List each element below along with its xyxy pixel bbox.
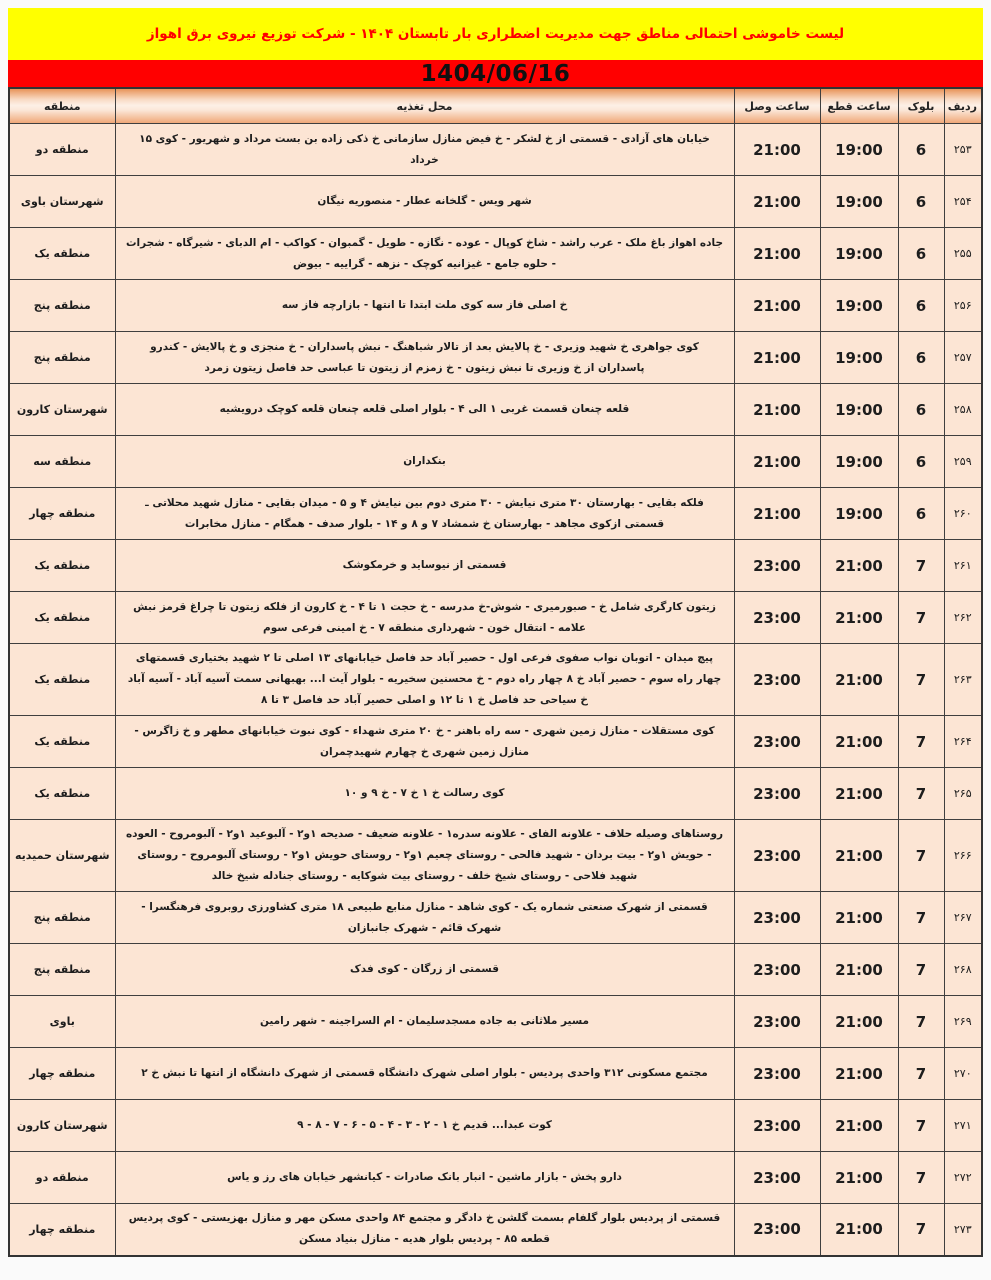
cell-row-number: ۲۶۴ (944, 716, 982, 768)
cell-feeding-location: فلکه بقایی - بهارستان ۳۰ متری نیایش - ۳۰ متری دوم بین نیایش ۴ و ۵ - میدان بقایی - منازل شهید محلاتی ـ قسمتی ازکوی مجاهد - بهارستان خ شمشاد ۷ و ۸ و ۱۴ - بلوار صدف - همگام - منازل مخابرات (115, 488, 734, 540)
cell-cut-time: 21:00 (820, 1204, 898, 1256)
cell-restore-time: 23:00 (734, 540, 820, 592)
table-row (9, 944, 982, 996)
cell-block: 7 (898, 1048, 944, 1100)
cell-block: 7 (898, 892, 944, 944)
cell-row-number: ۲۷۳ (944, 1204, 982, 1256)
cell-feeding-location: قسمتی از نیوساید و خرمکوشک (115, 540, 734, 592)
page-title: لیست خاموشی احتمالی مناطق جهت مدیریت اضطراری بار تابستان ۱۴۰۴ - شرکت توزیع نیروی برق اهواز (146, 26, 845, 42)
cell-region: منطقه یک (9, 768, 115, 820)
cell-block: 6 (898, 488, 944, 540)
cell-block: 6 (898, 384, 944, 436)
cell-cut-time: 21:00 (820, 1100, 898, 1152)
cell-region: منطقه سه (9, 436, 115, 488)
cell-block: 7 (898, 1204, 944, 1256)
table-row (9, 176, 982, 228)
cell-restore-time: 23:00 (734, 820, 820, 892)
table-row (9, 768, 982, 820)
cell-feeding-location: مجتمع مسکونی ۳۱۲ واحدی پردیس - بلوار اصلی شهرک دانشگاه قسمتی از شهرک دانشگاه از انتها تا نبش خ ۲ (115, 1048, 734, 1100)
cell-row-number: ۲۵۳ (944, 124, 982, 176)
cell-row-number: ۲۶۶ (944, 820, 982, 892)
cell-region: منطقه دو (9, 1152, 115, 1204)
cell-region: منطقه یک (9, 228, 115, 280)
cell-cut-time: 21:00 (820, 892, 898, 944)
title-banner (8, 8, 983, 60)
cell-block: 7 (898, 996, 944, 1048)
cell-restore-time: 21:00 (734, 436, 820, 488)
header-feeding-location: محل تغذیه (115, 88, 734, 124)
cell-region: منطقه یک (9, 592, 115, 644)
header-block: بلوک (898, 88, 944, 124)
cell-restore-time: 23:00 (734, 1048, 820, 1100)
cell-restore-time: 21:00 (734, 384, 820, 436)
cell-region: منطقه یک (9, 540, 115, 592)
cell-feeding-location: زیتون کارگری شامل خ - صبورمیری - شوش-خ مدرسه - خ حجت ۱ تا ۴ - خ کارون از فلکه زیتون تا چراغ قرمز نبش علامه - انتقال خون - شهرداری منطقه ۷ - خ امینی فرعی سوم (115, 592, 734, 644)
cell-row-number: ۲۵۷ (944, 332, 982, 384)
cell-restore-time: 23:00 (734, 1204, 820, 1256)
table-row (9, 644, 982, 716)
cell-restore-time: 23:00 (734, 996, 820, 1048)
cell-region: منطقه یک (9, 716, 115, 768)
table-row (9, 1100, 982, 1152)
table-header-row (9, 88, 982, 124)
cell-block: 7 (898, 716, 944, 768)
cell-row-number: ۲۷۱ (944, 1100, 982, 1152)
cell-feeding-location: خیابان های آزادی - قسمتی از خ لشکر - خ فیض منازل سازمانی خ ذکی زاده بن بست مرداد و شهریور - کوی ۱۵ خرداد (115, 124, 734, 176)
header-region: منطقه (9, 88, 115, 124)
page (8, 0, 983, 1269)
cell-region: منطقه یک (9, 644, 115, 716)
cell-cut-time: 21:00 (820, 592, 898, 644)
cell-region: منطقه چهار (9, 488, 115, 540)
cell-feeding-location: قسمتی از شهرک صنعتی شماره یک - کوی شاهد - منازل منابع طبیعی ۱۸ متری کشاورزی روبروی فرهنگسرا - شهرک قائم - شهرک جانبازان (115, 892, 734, 944)
table-row (9, 592, 982, 644)
cell-block: 6 (898, 124, 944, 176)
table-row (9, 1204, 982, 1256)
header-restore-time: ساعت وصل (734, 88, 820, 124)
table-row (9, 436, 982, 488)
outage-schedule-table (8, 87, 983, 1257)
bottom-spacer (8, 1257, 983, 1269)
cell-row-number: ۲۶۹ (944, 996, 982, 1048)
cell-cut-time: 21:00 (820, 996, 898, 1048)
cell-region: منطقه پنج (9, 332, 115, 384)
cell-cut-time: 21:00 (820, 716, 898, 768)
cell-cut-time: 19:00 (820, 436, 898, 488)
cell-region: شهرستان حمیدیه (9, 820, 115, 892)
table-row (9, 488, 982, 540)
table-row (9, 820, 982, 892)
cell-region: شهرستان کارون (9, 384, 115, 436)
cell-block: 7 (898, 820, 944, 892)
cell-row-number: ۲۶۵ (944, 768, 982, 820)
header-row-number: ردیف (944, 88, 982, 124)
cell-feeding-location: بنکداران (115, 436, 734, 488)
cell-restore-time: 23:00 (734, 592, 820, 644)
cell-restore-time: 21:00 (734, 176, 820, 228)
cell-feeding-location: قسمتی از پردیس بلوار گلفام بسمت گلشن خ دادگر و مجتمع ۸۴ واحدی مسکن مهر و منازل بهزیستی - کوی پردیس قطعه ۸۵ - پردیس بلوار هدیه - منازل بنیاد مسکن (115, 1204, 734, 1256)
cell-restore-time: 21:00 (734, 332, 820, 384)
date-value: 1404/06/16 (420, 60, 571, 87)
cell-restore-time: 23:00 (734, 892, 820, 944)
cell-cut-time: 21:00 (820, 1048, 898, 1100)
date-bar (8, 60, 983, 87)
table-row (9, 280, 982, 332)
cell-restore-time: 21:00 (734, 280, 820, 332)
cell-row-number: ۲۵۹ (944, 436, 982, 488)
cell-block: 6 (898, 280, 944, 332)
cell-row-number: ۲۶۳ (944, 644, 982, 716)
cell-region: منطقه پنج (9, 280, 115, 332)
cell-cut-time: 19:00 (820, 488, 898, 540)
cell-cut-time: 19:00 (820, 384, 898, 436)
table-row (9, 716, 982, 768)
table-row (9, 332, 982, 384)
cell-cut-time: 19:00 (820, 176, 898, 228)
cell-row-number: ۲۷۰ (944, 1048, 982, 1100)
cell-region: منطقه پنج (9, 892, 115, 944)
cell-row-number: ۲۶۰ (944, 488, 982, 540)
cell-block: 7 (898, 944, 944, 996)
cell-cut-time: 19:00 (820, 124, 898, 176)
cell-region: منطقه چهار (9, 1204, 115, 1256)
cell-row-number: ۲۶۲ (944, 592, 982, 644)
cell-block: 6 (898, 228, 944, 280)
cell-row-number: ۲۵۶ (944, 280, 982, 332)
cell-row-number: ۲۵۴ (944, 176, 982, 228)
cell-row-number: ۲۵۸ (944, 384, 982, 436)
cell-row-number: ۲۶۱ (944, 540, 982, 592)
cell-restore-time: 23:00 (734, 716, 820, 768)
cell-cut-time: 19:00 (820, 332, 898, 384)
cell-feeding-location: روستاهای وصیله حلاف - علاونه الفای - علاونه سدره۱ - علاونه ضعیف - صدیحه ۱و۲ - آلبوعید ۱و۲ - آلبومروح - العوده - حویش ۱و۲ - بیت بردان - شهید فالحی - روستای چعیم ۱و۲ - روستای حویش ۱و۲ - روستای آلبومروح - روستای شهید فلاحی - روستای شیخ خلف - روستای بیت شوکایه - روستای جنادله شیخ خالد (115, 820, 734, 892)
cell-cut-time: 19:00 (820, 228, 898, 280)
cell-block: 7 (898, 540, 944, 592)
cell-feeding-location: کوت عبدا... قدیم خ ۱ - ۲ - ۳ - ۴ - ۵ - ۶ - ۷ - ۸ - ۹ (115, 1100, 734, 1152)
cell-block: 7 (898, 1152, 944, 1204)
cell-restore-time: 23:00 (734, 1152, 820, 1204)
cell-block: 7 (898, 644, 944, 716)
cell-feeding-location: جاده اهواز باغ ملک - عرب راشد - شاخ کوپال - عوده - نگازه - طویل - گمبوان - کواکب - ام الدبای - شیرگاه - شجرات - حلوه جامع - غیزانیه کوچک - نزهه - گراییه - بیوض (115, 228, 734, 280)
cell-cut-time: 21:00 (820, 1152, 898, 1204)
cell-cut-time: 19:00 (820, 280, 898, 332)
cell-region: منطقه پنج (9, 944, 115, 996)
cell-row-number: ۲۶۷ (944, 892, 982, 944)
table-row (9, 384, 982, 436)
cell-feeding-location: پیچ میدان - اتوبان نواب صفوی فرعی اول - حصیر آباد حد فاصل خیابانهای ۱۳ اصلی تا ۲ شهید بختیاری قسمتهای چهار راه سوم - حصیر آباد خ ۸ چهار راه دوم - خ محسنین سخیریه - بلوار آیت ا... بهبهانی سمت آسیه آباد - آسیه آباد خ سیاحی حد فاصل خ ۱ تا ۱۲ و اصلی حصیر آباد حد فاصل ۳ تا ۸ (115, 644, 734, 716)
cell-cut-time: 21:00 (820, 820, 898, 892)
cell-restore-time: 21:00 (734, 488, 820, 540)
table-row (9, 124, 982, 176)
cell-feeding-location: کوی جواهری خ شهید وزیری - خ پالایش بعد از تالار شباهنگ - نبش پاسداران - خ منجزی و خ پالایش - کندرو پاسداران از خ وزیری تا نبش زیتون - خ زمزم از زیتون تا عباسی حد فاصل زیتون زمرد (115, 332, 734, 384)
cell-cut-time: 21:00 (820, 768, 898, 820)
cell-feeding-location: مسیر ملاثانی به جاده مسجدسلیمان - ام السراجینه - شهر رامین (115, 996, 734, 1048)
cell-region: منطقه دو (9, 124, 115, 176)
cell-block: 6 (898, 176, 944, 228)
cell-region: شهرستان باوی (9, 176, 115, 228)
cell-restore-time: 23:00 (734, 768, 820, 820)
cell-block: 6 (898, 436, 944, 488)
table-body (9, 124, 982, 1256)
cell-row-number: ۲۶۸ (944, 944, 982, 996)
table-row (9, 1048, 982, 1100)
table-row (9, 1152, 982, 1204)
cell-restore-time: 21:00 (734, 124, 820, 176)
cell-block: 7 (898, 768, 944, 820)
cell-restore-time: 23:00 (734, 1100, 820, 1152)
cell-restore-time: 21:00 (734, 228, 820, 280)
table-row (9, 540, 982, 592)
cell-feeding-location: قسمتی از زرگان - کوی فدک (115, 944, 734, 996)
cell-restore-time: 23:00 (734, 644, 820, 716)
cell-region: باوی (9, 996, 115, 1048)
cell-feeding-location: کوی مستقلات - منازل زمین شهری - سه راه باهنر - خ ۲۰ متری شهداء - کوی نبوت خیابانهای مطهر و خ زاگرس - منازل زمین شهری خ چهارم شهیدچمران (115, 716, 734, 768)
cell-block: 7 (898, 592, 944, 644)
cell-restore-time: 23:00 (734, 944, 820, 996)
cell-feeding-location: شهر ویس - گلخانه عطار - منصوریه نیگان (115, 176, 734, 228)
cell-feeding-location: دارو پخش - بازار ماشین - انبار بانک صادرات - کیانشهر خیابان های رز و یاس (115, 1152, 734, 1204)
cell-cut-time: 21:00 (820, 540, 898, 592)
cell-block: 7 (898, 1100, 944, 1152)
cell-block: 6 (898, 332, 944, 384)
cell-feeding-location: کوی رسالت خ ۱ خ ۷ - خ ۹ و ۱۰ (115, 768, 734, 820)
cell-cut-time: 21:00 (820, 644, 898, 716)
cell-feeding-location: خ اصلی فاز سه کوی ملت ابتدا تا انتها - بازارچه فاز سه (115, 280, 734, 332)
cell-region: شهرستان کارون (9, 1100, 115, 1152)
cell-row-number: ۲۵۵ (944, 228, 982, 280)
cell-row-number: ۲۷۲ (944, 1152, 982, 1204)
cell-cut-time: 21:00 (820, 944, 898, 996)
header-cut-time: ساعت قطع (820, 88, 898, 124)
cell-region: منطقه چهار (9, 1048, 115, 1100)
table-row (9, 228, 982, 280)
table-row (9, 996, 982, 1048)
table-row (9, 892, 982, 944)
cell-feeding-location: قلعه چنعان قسمت غربی ۱ الی ۴ - بلوار اصلی قلعه چنعان قلعه کوچک درویشیه (115, 384, 734, 436)
